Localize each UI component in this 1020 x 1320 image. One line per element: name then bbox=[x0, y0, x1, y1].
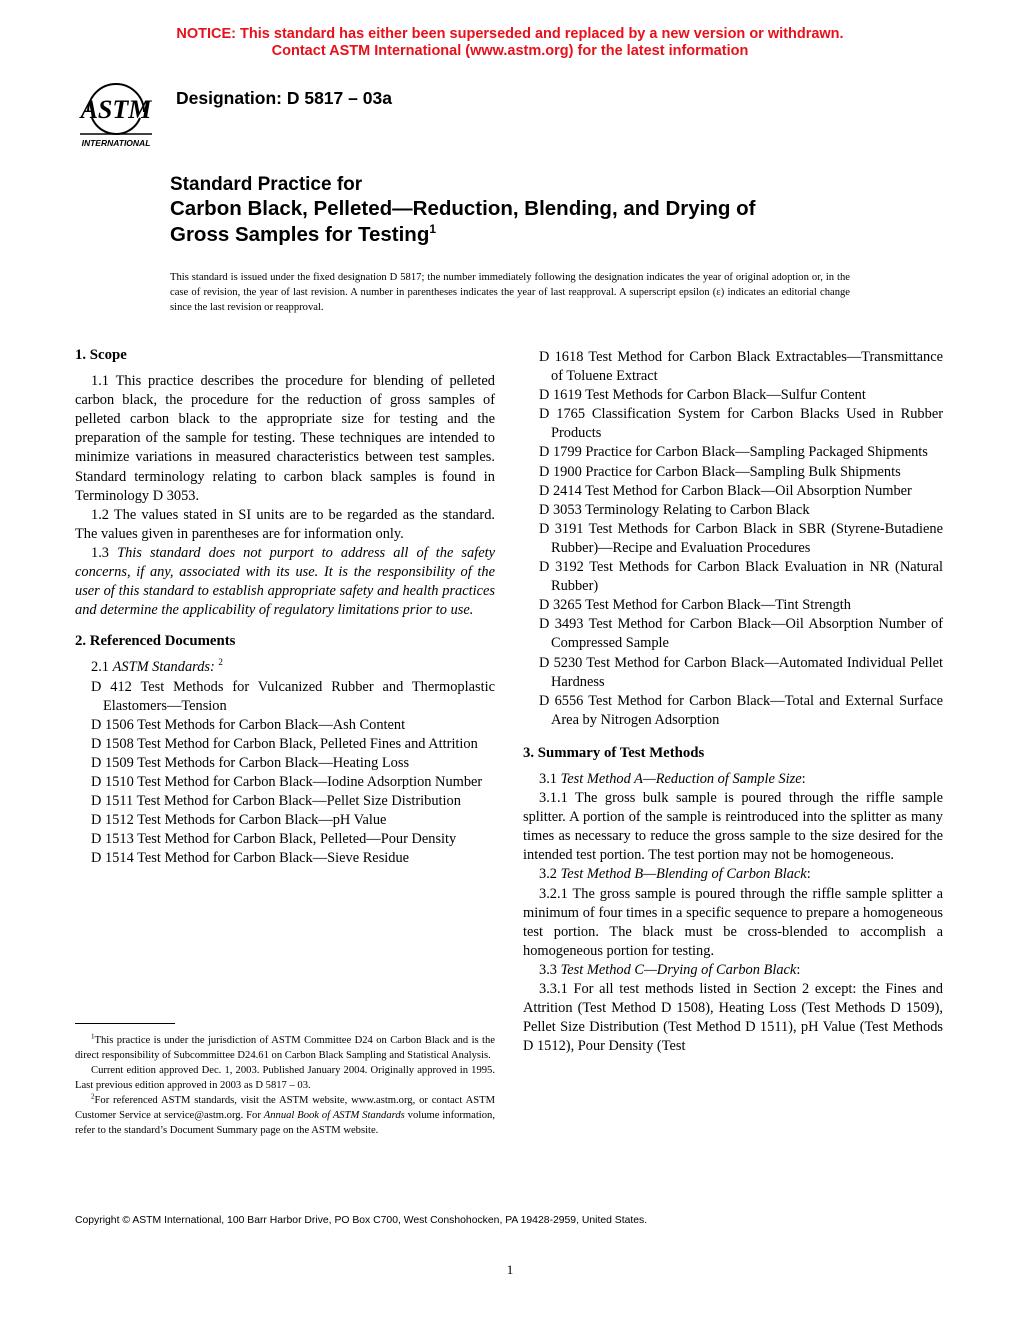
method-b-title: Test Method B—Blending of Carbon Black bbox=[560, 866, 807, 883]
method-c-heading bbox=[523, 961, 943, 980]
footnote-divider bbox=[75, 1023, 175, 1024]
ref-item: D 3192 Test Methods for Carbon Black Evaluation in NR (Natural Rubber) bbox=[539, 559, 943, 595]
ref-item: D 1799 Practice for Carbon Black—Sampling Packaged Shipments bbox=[539, 444, 928, 461]
supersession-notice bbox=[0, 26, 1020, 60]
notice-line-1: NOTICE: This standard has either been superseded and replaced by a new version or withdrawn. bbox=[176, 26, 844, 42]
ref-item: D 3265 Test Method for Carbon Black—Tint Strength bbox=[539, 597, 851, 614]
ref-item: D 1509 Test Methods for Carbon Black—Heating Loss bbox=[91, 754, 410, 771]
ref-item: D 1514 Test Method for Carbon Black—Sieve Residue bbox=[91, 850, 410, 867]
summary-heading: 3. Summary of Test Methods bbox=[523, 744, 705, 761]
right-column bbox=[523, 348, 943, 1056]
astm-standards-label: ASTM Standards: bbox=[112, 659, 215, 676]
method-b-para: 3.2.1 The gross sample is poured through the riffle sample splitter a minimum of four times in a specific sequence to prepare a homogeneous test portion. The black must be cross-blended to accomplish a homogeneous portion for testing. bbox=[523, 885, 943, 959]
footnote-1-mark: 1 bbox=[91, 1032, 95, 1041]
method-a-colon: : bbox=[801, 770, 806, 787]
scope-para-2: 1.2 The values stated in SI units are to be regarded as the standard. The values given in parentheses are for information only. bbox=[75, 506, 495, 542]
ref-item: D 6556 Test Method for Carbon Black—Total and External Surface Area by Nitrogen Adsorption bbox=[539, 692, 943, 728]
footnote-1-text: This practice is under the jurisdiction of ASTM Committee D24 on Carbon Black and is the direct responsibility of Subcommittee D24.61 on Carbon Black Sampling and Statistical Analysis. bbox=[75, 1035, 495, 1061]
document-title bbox=[170, 174, 930, 248]
astm-logo bbox=[70, 72, 162, 152]
logo-text: ASTM bbox=[80, 95, 152, 124]
astm-standards-subheading bbox=[75, 658, 495, 677]
designation: Designation: D 5817 – 03a bbox=[176, 88, 392, 108]
ref-item: D 1619 Test Methods for Carbon Black—Sulfur Content bbox=[539, 387, 866, 404]
scope-para-3 bbox=[75, 544, 495, 620]
ref-item: D 1513 Test Method for Carbon Black, Pelleted—Pour Density bbox=[91, 831, 457, 848]
ref-item: D 1510 Test Method for Carbon Black—Iodine Adsorption Number bbox=[91, 773, 483, 790]
ref-list-left bbox=[75, 678, 495, 869]
ref-item: D 5230 Test Method for Carbon Black—Automated Individual Pellet Hardness bbox=[539, 654, 943, 690]
title-line-2-text: Gross Samples for Testing bbox=[170, 223, 430, 246]
ref-item: D 2414 Test Method for Carbon Black—Oil Absorption Number bbox=[539, 482, 912, 499]
ref-list-right bbox=[523, 348, 943, 730]
notice-line-2: Contact ASTM International (www.astm.org) for the latest information bbox=[271, 43, 749, 59]
scope-para-1: 1.1 This practice describes the procedure for blending of pelleted carbon black, the procedure for the reduction of gross samples of pelleted carbon black to the appropriate size for testing and the preparation of the sample for testing. These techniques are intended to minimize variations in measured characteristics between test samples. Standard terminology relating to carbon black samples is found in Terminology D 3053. bbox=[75, 373, 495, 504]
ref-item: D 1900 Practice for Carbon Black—Sampling Bulk Shipments bbox=[539, 463, 901, 480]
astm-standards-mark: 2 bbox=[218, 657, 223, 668]
footnote-2 bbox=[75, 1093, 495, 1138]
scope-para-3-text: This standard does not purport to address all of the safety concerns, if any, associated with its use. It is the responsibility of the user of this standard to establish appropriate safety and health practices and determine the applicability of regulatory limitations prior to use. bbox=[75, 544, 495, 619]
ref-item: D 1506 Test Methods for Carbon Black—Ash Content bbox=[91, 716, 406, 733]
logo-subtext: INTERNATIONAL bbox=[81, 138, 151, 148]
title-prefix: Standard Practice for bbox=[170, 174, 363, 195]
ref-item: D 1511 Test Method for Carbon Black—Pellet Size Distribution bbox=[91, 793, 461, 810]
scope-para-3-num: 1.3 bbox=[91, 544, 118, 561]
footnote-1-edition: Current edition approved Dec. 1, 2003. Published January 2004. Originally approved in 1995. Last previous edition approved in 2003 as D 5817 – 03. bbox=[75, 1065, 495, 1091]
footnote-1 bbox=[75, 1033, 495, 1063]
ref-item: D 1618 Test Method for Carbon Black Extractables—Transmittance of Toluene Extract bbox=[539, 349, 943, 385]
method-a-num: 3.1 bbox=[539, 770, 561, 787]
title-line-2 bbox=[170, 222, 930, 248]
footnote-2-text-a: For referenced ASTM standards, visit the ASTM website, www.astm.org, or contact ASTM Customer Service at service@astm.org. For bbox=[75, 1095, 495, 1121]
ref-item: D 3053 Terminology Relating to Carbon Black bbox=[539, 501, 810, 518]
ref-item: D 1508 Test Method for Carbon Black, Pelleted Fines and Attrition bbox=[91, 735, 478, 752]
issuance-statement: This standard is issued under the fixed designation D 5817; the number immediately following the designation indicates the year of original adoption or, in the case of revision, the year of last revision. A number in parentheses indicates the year of last reapproval. A superscript epsilon (ε) indicates an editorial change since the last revision or reapproval. bbox=[170, 272, 850, 313]
method-a-heading bbox=[523, 770, 943, 789]
title-line-1: Carbon Black, Pelleted—Reduction, Blending, and Drying of bbox=[170, 197, 756, 220]
method-b-colon: : bbox=[806, 866, 811, 883]
method-c-title: Test Method C—Drying of Carbon Black bbox=[560, 961, 797, 978]
method-c-colon: : bbox=[796, 961, 801, 978]
page-number: 1 bbox=[506, 1262, 514, 1277]
ref-item: D 412 Test Methods for Vulcanized Rubber and Thermoplastic Elastomers—Tension bbox=[91, 678, 495, 714]
method-a-title: Test Method A—Reduction of Sample Size bbox=[560, 770, 802, 787]
scope-heading: 1. Scope bbox=[75, 347, 127, 363]
method-c-num: 3.3 bbox=[539, 961, 561, 978]
ref-item: D 1512 Test Methods for Carbon Black—pH Value bbox=[91, 812, 387, 829]
method-b-num: 3.2 bbox=[539, 866, 561, 883]
method-c-para: 3.3.1 For all test methods listed in Section 2 except: the Fines and Attrition (Test Method D 1508), Heating Loss (Test Methods D 1509), Pellet Size Distribution (Test Method D 1511), pH Value (Test Methods D 1512), Pour Density (Test bbox=[523, 981, 943, 1055]
footnote-2-mark: 2 bbox=[91, 1092, 95, 1101]
title-footnote-mark: 1 bbox=[429, 222, 437, 237]
footnotes bbox=[75, 1033, 495, 1138]
referenced-heading: 2. Referenced Documents bbox=[75, 633, 236, 650]
method-a-para: 3.1.1 The gross bulk sample is poured through the riffle sample splitter. A portion of the sample is reintroduced into the splitter as many times as necessary to reduce the gross sample to the size desired for the intended test portion. The test portion may not be homogeneous. bbox=[523, 790, 943, 864]
ref-item: D 3493 Test Method for Carbon Black—Oil Absorption Number of Compressed Sample bbox=[539, 616, 943, 652]
astm-logo-graphic bbox=[70, 72, 162, 152]
left-column bbox=[75, 346, 495, 868]
method-b-heading bbox=[523, 865, 943, 884]
footnote-2-text-b: volume information, refer to the standard’s Document Summary page on the ASTM website. bbox=[75, 1110, 495, 1136]
footnote-2-italic: Annual Book of ASTM Standards bbox=[263, 1110, 405, 1121]
copyright-line: Copyright © ASTM International, 100 Barr Harbor Drive, PO Box C700, West Conshohocken, PA 19428-2959, United States. bbox=[75, 1215, 648, 1226]
ref-item: D 1765 Classification System for Carbon Blacks Used in Rubber Products bbox=[539, 406, 943, 442]
astm-standards-num: 2.1 bbox=[91, 659, 113, 676]
ref-item: D 3191 Test Methods for Carbon Black in SBR (Styrene-Butadiene Rubber)—Recipe and Evaluation Procedures bbox=[539, 520, 943, 556]
